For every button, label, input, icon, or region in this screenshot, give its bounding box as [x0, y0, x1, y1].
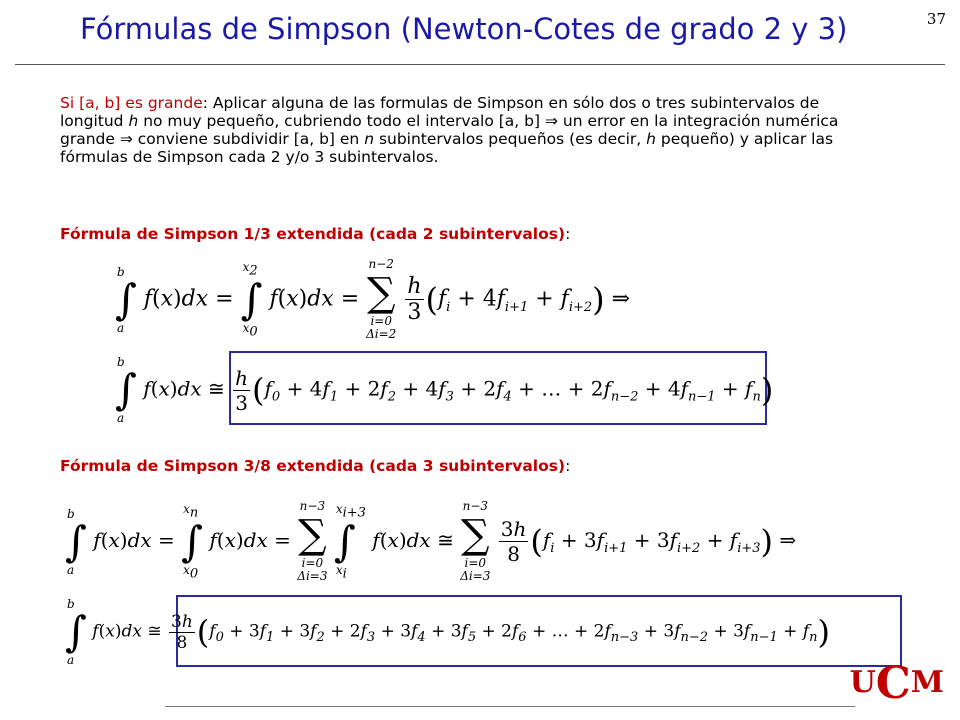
- intro-text-1: : Aplicar alguna de las formulas de Simpson en sólo dos o tres subintervalos de longitud: [60, 94, 820, 130]
- formula-simpson-13-result: b ∫ a f(x)dx ≅ $\frac{h}{3}$ ($f_0 + 4f_1 + 2f_2 + 4f_3 + 2f_4$ + … + $2f_{n-2} + 4f_{n-1} + f_n$): [115, 355, 774, 425]
- intro-text-4: pequeño) y aplicar las fórmulas de Simpson cada 2 y/o 3 subintervalos.: [60, 130, 834, 166]
- intro-paragraph: [60, 94, 870, 166]
- section-heading-simpson-38-colon: :: [565, 457, 571, 475]
- section-heading-simpson-13-text: Fórmula de Simpson 1/3 extendida (cada 2 subintervalos): [60, 225, 566, 243]
- formula-simpson-38-result: b ∫ a f(x)dx ≅ $\frac{3h}{8}$ ($f_0 + 3f_1 + 3f_2 + 2f_3 + 3f_4 + 3f_5 + 2f_6$ + … + $2f_{n-3} + 3f_{n-2} + 3f_{n-1} + f_n$): [65, 597, 830, 667]
- section-heading-simpson-13: [60, 225, 570, 243]
- formula-simpson-38-derivation: b ∫ a f(x)dx = $x_n$ ∫ $x_0$ f(x)dx = n−3 ∑ i=0 Δi=3 $x_{i+3}$ ∫ $x_i$ f(x)dx ≅ n−3 ∑ i=0 Δi=3 $\frac{3h}{8}$ $(f_i + 3f_{i+1} + 3f_{i+2} + f_{i+3})$ ⇒: [65, 499, 797, 583]
- intro-text-3: subintervalos pequeños (es decir,: [374, 130, 647, 148]
- intro-n: n: [364, 130, 375, 148]
- page-number: 37: [926, 10, 946, 28]
- ucm-logo: [850, 658, 944, 709]
- intro-text-2: no muy pequeño, cubriendo todo el intervalo [a, b] ⇒ un error en la integración numérica grande ⇒ conviene subdividir [a, b] en: [60, 112, 839, 148]
- ucm-logo-c: C: [875, 658, 911, 709]
- slide-title: Fórmulas de Simpson (Newton-Cotes de grado 2 y 3): [80, 12, 848, 46]
- intro-lead: Si [a, b] es grande: [60, 94, 203, 112]
- section-heading-simpson-13-colon: :: [565, 225, 571, 243]
- intro-h-2: h: [646, 130, 656, 148]
- footer-divider: [165, 706, 855, 707]
- section-heading-simpson-38-text: Fórmula de Simpson 3/8 extendida (cada 3 subintervalos): [60, 457, 566, 475]
- title-divider: [15, 64, 945, 65]
- section-heading-simpson-38: [60, 457, 570, 475]
- ucm-logo-u: U: [849, 665, 876, 700]
- ucm-logo-m: M: [910, 665, 944, 700]
- intro-h-1: h: [128, 112, 139, 130]
- formula-simpson-13-derivation: b ∫ a f(x)dx = $x_2$ ∫ $x_0$ f(x)dx = n−2 ∑ i=0 Δi=2 $\frac{h}{3}$ $(f_i + 4f_{i+1} + f_{i+2})$ ⇒: [115, 257, 631, 341]
